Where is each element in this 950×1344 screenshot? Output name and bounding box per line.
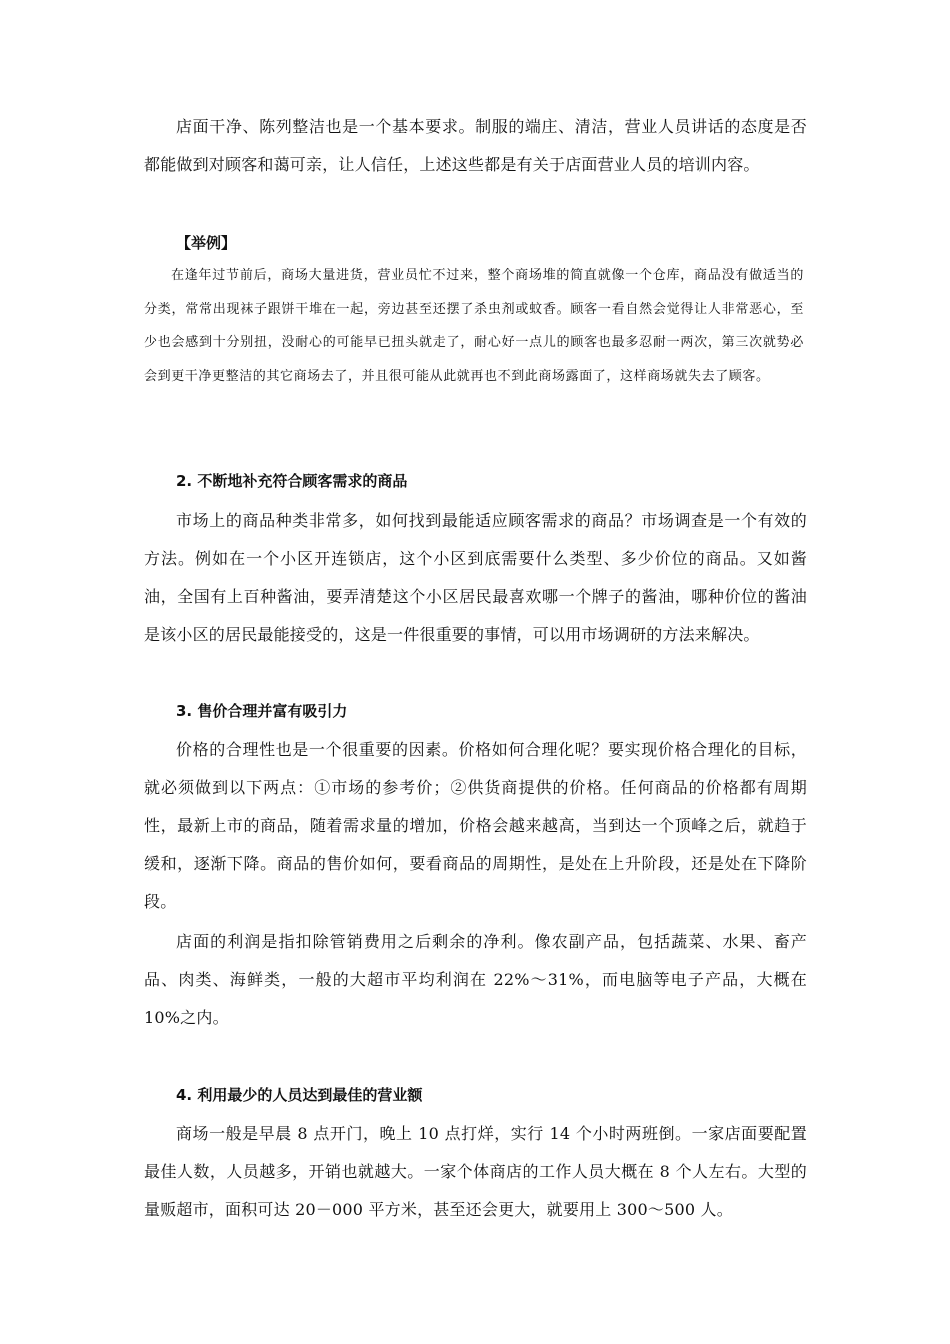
section-heading-2: 2. 不断地补充符合顾客需求的商品 <box>176 472 408 490</box>
section-3-paragraph-1: 价格的合理性也是一个很重要的因素。价格如何合理化呢？要实现价格合理化的目标，就必须做到以下两点：①市场的参考价；②供货商提供的价格。任何商品的价格都有周期性，最新上市的商品，随着需求量的增加，价格会越来越高，当到达一个顶峰之后，就趋于缓和，逐渐下降。商品的售价如何，要看商品的周期性，是处在上升阶段，还是处在下降阶段。 <box>144 740 807 911</box>
section-4-paragraph-1: 商场一般是早晨 8 点开门，晚上 10 点打烊，实行 14 个小时两班倒。一家店面要配置最佳人数，人员越多，开销也就越大。一家个体商店的工作人员大概在 8 个人左右。大型的量贩超市，面积可达 20－000 平方米，甚至还会更大，就要用上 300～500 人。 <box>144 1124 807 1219</box>
section-2-paragraph-1: 市场上的商品种类非常多，如何找到最能适应顾客需求的商品？市场调查是一个有效的方法。例如在一个小区开连锁店，这个小区到底需要什么类型、多少价位的商品。又如酱油，全国有上百种酱油，要弄清楚这个小区居民最喜欢哪一个牌子的酱油，哪种价位的酱油是该小区的居民最能接受的，这是一件很重要的事情，可以用市场调研的方法来解决。 <box>144 511 807 644</box>
section-heading-4: 4. 利用最少的人员达到最佳的营业额 <box>176 1086 423 1104</box>
section-heading-3: 3. 售价合理并富有吸引力 <box>176 702 348 720</box>
intro-paragraph: 店面干净、陈列整洁也是一个基本要求。制服的端庄、清洁，营业人员讲话的态度是否都能做到对顾客和蔼可亲，让人信任，上述这些都是有关于店面营业人员的培训内容。 <box>144 117 807 174</box>
example-body: 在逢年过节前后，商场大量进货，营业员忙不过来，整个商场堆的简直就像一个仓库，商品没有做适当的分类，常常出现袜子跟饼干堆在一起，旁边甚至还摆了杀虫剂或蚊香。顾客一看自然会觉得让人非常恶心，至少也会感到十分别扭，没耐心的可能早已扭头就走了，耐心好一点儿的顾客也最多忍耐一两次，第三次就势必会到更干净更整洁的其它商场去了，并且很可能从此就再也不到此商场露面了，这样商场就失去了顾客。 <box>144 268 804 384</box>
section-3-paragraph-2: 店面的利润是指扣除管销费用之后剩余的净利。像农副产品，包括蔬菜、水果、畜产品、肉类、海鲜类，一般的大超市平均利润在 22%～31%，而电脑等电子产品，大概在 10%之内。 <box>144 932 807 1027</box>
example-title: 【举例】 <box>176 234 237 252</box>
